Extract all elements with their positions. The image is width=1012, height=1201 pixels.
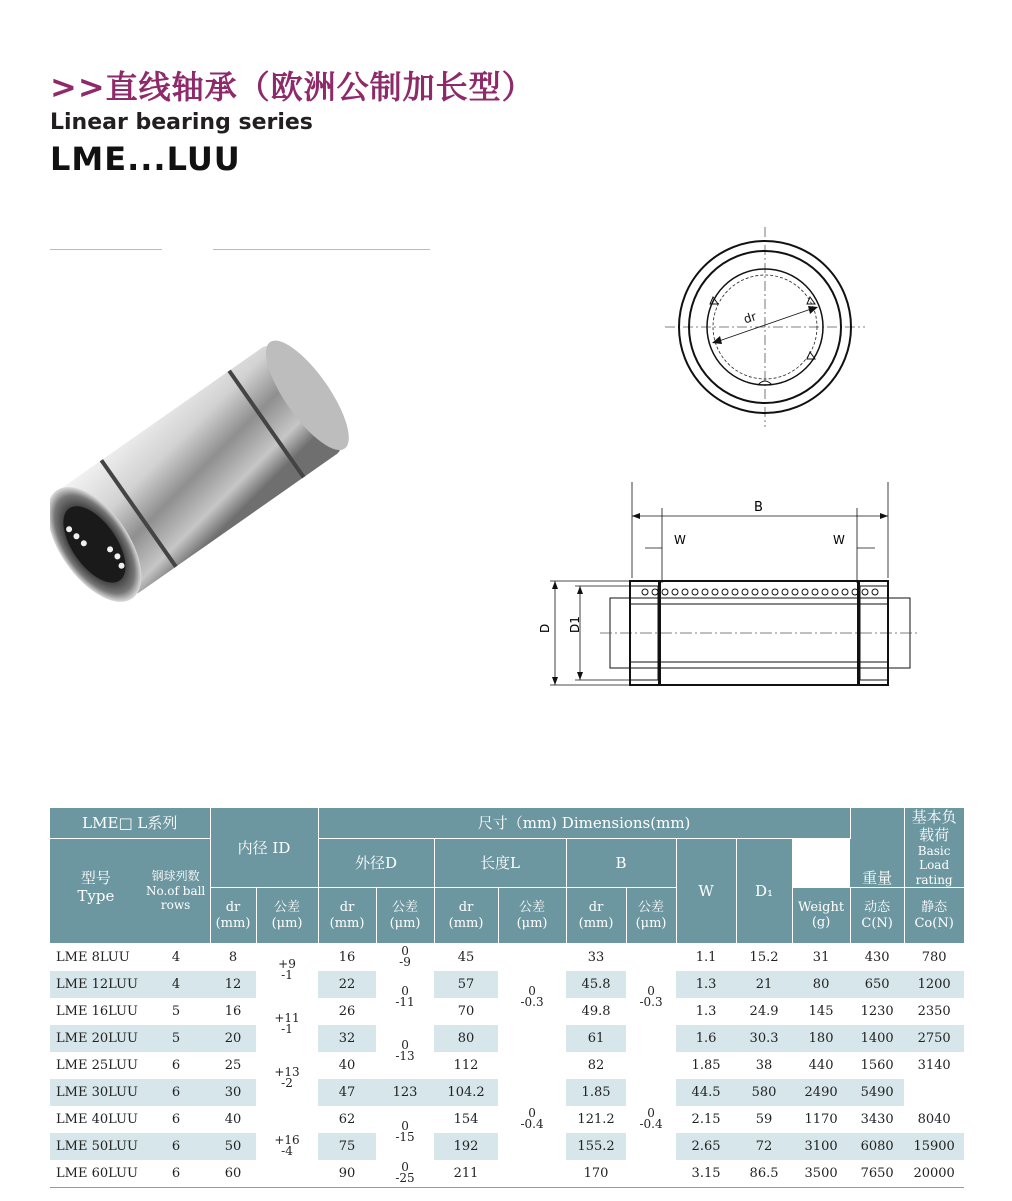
W-label-left: W xyxy=(674,533,686,547)
cell-D: 75 xyxy=(318,1133,376,1160)
cell-weight: 1170 xyxy=(804,1112,838,1128)
cell-D: 16 xyxy=(338,950,356,966)
page-subtitle-en: Linear bearing series xyxy=(50,110,313,135)
cell-type: LME 60LUU xyxy=(56,1166,138,1182)
cell-D: 26 xyxy=(338,1004,356,1020)
cell-weight: 180 xyxy=(792,1025,850,1052)
header-type-en: Type xyxy=(77,887,115,906)
cell-Co: 2350 xyxy=(917,1004,951,1020)
cell-dr: 8 xyxy=(228,950,238,966)
cell-dr: 60 xyxy=(224,1166,242,1182)
header-series: LME□ L系列 xyxy=(50,808,210,838)
cell-D1: 44.5 xyxy=(676,1079,736,1106)
cell-C: 1400 xyxy=(850,1025,904,1052)
cell-L: 211 xyxy=(453,1166,479,1182)
header-D1: D₁ xyxy=(736,838,792,944)
cell-D1: 24.9 xyxy=(749,1004,779,1020)
cell-od-tol: 0 -15 xyxy=(395,1119,415,1145)
cell-C: 6080 xyxy=(850,1133,904,1160)
cell-B: 82 xyxy=(587,1058,605,1074)
cell-D1: 86.5 xyxy=(749,1166,779,1182)
cell-weight: 145 xyxy=(808,1004,834,1020)
cell-od-tol: 0 -9 xyxy=(399,943,411,969)
cell-B: 155.2 xyxy=(566,1133,626,1160)
header-B-tol: 公差 xyxy=(638,900,665,916)
cell-L: 57 xyxy=(434,971,498,998)
cell-id-tol: +9 -1 xyxy=(278,957,296,983)
cell-B: 45.8 xyxy=(566,971,626,998)
cell-C: 1560 xyxy=(860,1058,894,1074)
header-od-mm: (mm) xyxy=(329,915,365,931)
cell-weight: 580 xyxy=(736,1079,792,1106)
cell-len-tol: 0 -0.4 xyxy=(520,1105,544,1131)
header-dr-tol: 公差 xyxy=(274,900,301,916)
D-label: D xyxy=(538,623,552,633)
cell-od-tol: 0 -11 xyxy=(395,984,415,1010)
cell-balls: 6 xyxy=(171,1058,181,1074)
header-od: 外径D xyxy=(318,838,434,888)
cell-W: 3.15 xyxy=(691,1166,721,1182)
cell-C: 7650 xyxy=(860,1166,894,1182)
cell-W: 1.3 xyxy=(695,1004,717,1020)
header-od-dr: dr xyxy=(339,900,355,916)
header-dr-um: (μm) xyxy=(271,915,303,931)
header-dynamic: 动态 xyxy=(864,900,891,916)
W-label-right: W xyxy=(833,533,845,547)
cell-balls: 6 xyxy=(171,1166,181,1182)
header-len-dr: dr xyxy=(458,900,474,916)
cell-D1: 38 xyxy=(755,1058,773,1074)
table-row xyxy=(50,944,964,972)
cell-balls: 4 xyxy=(142,971,210,998)
bearing-photo xyxy=(50,330,360,605)
cell-B: 121.2 xyxy=(577,1112,615,1128)
page-title-cn: >>直线轴承（欧洲公制加长型） xyxy=(50,68,535,106)
cell-Co: 15900 xyxy=(904,1133,964,1160)
cell-balls: 5 xyxy=(171,1004,181,1020)
cell-W: 1.6 xyxy=(676,1025,736,1052)
cell-type: LME 50LUU xyxy=(50,1133,142,1160)
cell-dr: 25 xyxy=(224,1058,242,1074)
cell-D: 47 xyxy=(318,1079,376,1106)
header-weight-en: Weight xyxy=(798,899,845,915)
cell-b-tol: 0 -0.3 xyxy=(639,984,663,1010)
cell-B: 170 xyxy=(583,1166,609,1182)
header-length: 长度L xyxy=(434,838,566,888)
cell-W: 1.85 xyxy=(566,1079,626,1106)
header-W: W xyxy=(676,838,736,944)
divider-right xyxy=(213,249,430,250)
header-len-tol: 公差 xyxy=(519,900,546,916)
cell-dr: 16 xyxy=(224,1004,242,1020)
end-view-diagram xyxy=(660,222,870,432)
cell-weight: 31 xyxy=(812,950,830,966)
header-dimensions: 尺寸（mm) Dimensions(mm) xyxy=(318,808,850,838)
cell-Co: 1200 xyxy=(904,971,964,998)
D1-label: D1 xyxy=(568,616,582,633)
cell-L: 154 xyxy=(453,1112,479,1128)
table-row xyxy=(50,1052,964,1079)
header-B-dr: dr xyxy=(588,900,604,916)
header-B-mm: (mm) xyxy=(578,915,614,931)
side-view-diagram xyxy=(520,478,920,693)
cell-L: 112 xyxy=(453,1058,479,1074)
cell-od-tol: 0 -25 xyxy=(395,1159,415,1185)
cell-W: 2.65 xyxy=(676,1133,736,1160)
cell-type: LME 20LUU xyxy=(50,1025,142,1052)
cell-Co: 3140 xyxy=(917,1058,951,1074)
cell-Co: 2750 xyxy=(904,1025,964,1052)
cell-balls: 6 xyxy=(142,1133,210,1160)
header-static: 静态 xyxy=(921,900,948,916)
header-dr-mm: (mm) xyxy=(215,915,251,931)
cell-type: LME 8LUU xyxy=(56,950,130,966)
cell-D1: 72 xyxy=(736,1133,792,1160)
cell-W: 2.15 xyxy=(691,1112,721,1128)
cell-Co: 8040 xyxy=(917,1112,951,1128)
cell-balls: 6 xyxy=(171,1112,181,1128)
header-static-unit: Co(N) xyxy=(914,915,954,931)
cell-dr: 20 xyxy=(210,1025,256,1052)
header-dr: dr xyxy=(225,900,241,916)
cell-C: 430 xyxy=(864,950,890,966)
cell-id-tol: +11 -1 xyxy=(274,1011,300,1037)
cell-B: 33 xyxy=(587,950,605,966)
cell-B: 49.8 xyxy=(581,1004,611,1020)
header-id: 内径 ID xyxy=(210,808,318,888)
cell-C: 2490 xyxy=(792,1079,850,1106)
header-len-mm: (mm) xyxy=(448,915,484,931)
cell-weight: 3500 xyxy=(804,1166,838,1182)
header-B-um: (μm) xyxy=(635,915,667,931)
header-weight-unit: (g) xyxy=(811,915,831,931)
header-load-en: Basic Load rating xyxy=(915,844,953,887)
header-od-tol: 公差 xyxy=(392,900,419,916)
cell-type: LME 25LUU xyxy=(56,1058,138,1074)
cell-Co: 20000 xyxy=(913,1166,955,1182)
cell-weight: 440 xyxy=(808,1058,834,1074)
cell-dr: 12 xyxy=(210,971,256,998)
cell-weight: 3100 xyxy=(792,1133,850,1160)
cell-L: 70 xyxy=(457,1004,475,1020)
header-len-um: (μm) xyxy=(516,915,548,931)
cell-L: 192 xyxy=(434,1133,498,1160)
cell-D1: 59 xyxy=(755,1112,773,1128)
header-type-cn: 型号 xyxy=(80,869,111,888)
cell-L: 123 xyxy=(376,1079,434,1106)
header-load-cn: 基本负载荷 xyxy=(911,808,957,844)
spec-table xyxy=(50,808,965,1188)
cell-L: 45 xyxy=(457,950,475,966)
cell-L: 80 xyxy=(434,1025,498,1052)
B-label: B xyxy=(754,500,763,515)
cell-dr: 40 xyxy=(224,1112,242,1128)
header-B: B xyxy=(566,838,676,888)
cell-type: LME 16LUU xyxy=(56,1004,138,1020)
cell-W: 1.85 xyxy=(691,1058,721,1074)
cell-C: 650 xyxy=(850,971,904,998)
cell-b-tol: 0 -0.4 xyxy=(639,1105,663,1131)
header-rows-en: No.of ball rows xyxy=(145,883,206,913)
cell-dr: 50 xyxy=(210,1133,256,1160)
cell-balls: 6 xyxy=(142,1079,210,1106)
header-od-um: (μm) xyxy=(389,915,421,931)
cell-len-tol: 0 -0.3 xyxy=(520,984,544,1010)
header-rows-cn: 钢球列数 xyxy=(151,869,200,884)
cell-D: 32 xyxy=(318,1025,376,1052)
header-weight-cn: 重量 xyxy=(862,869,893,888)
cell-D: 90 xyxy=(338,1166,356,1182)
cell-Co: 780 xyxy=(921,950,947,966)
cell-D1: 30.3 xyxy=(736,1025,792,1052)
cell-Co: 5490 xyxy=(850,1079,904,1106)
cell-type: LME 30LUU xyxy=(50,1079,142,1106)
cell-D: 62 xyxy=(338,1112,356,1128)
cell-W: 1.1 xyxy=(695,950,717,966)
cell-od-tol: 0 -13 xyxy=(395,1038,415,1064)
cell-id-tol: +13 -2 xyxy=(274,1065,300,1091)
cell-balls: 5 xyxy=(142,1025,210,1052)
cell-id-tol: +16 -4 xyxy=(274,1132,300,1158)
cell-weight: 80 xyxy=(792,971,850,998)
cell-B: 61 xyxy=(566,1025,626,1052)
divider-left xyxy=(50,249,162,250)
model-title: LME...LUU xyxy=(50,140,241,178)
cell-D1: 21 xyxy=(736,971,792,998)
cell-B: 104.2 xyxy=(434,1079,498,1106)
cell-C: 1230 xyxy=(860,1004,894,1020)
cell-dr: 30 xyxy=(210,1079,256,1106)
cell-balls: 4 xyxy=(171,950,181,966)
dr-label: dr xyxy=(741,309,759,327)
header-dynamic-unit: C(N) xyxy=(861,915,893,931)
cell-D: 22 xyxy=(318,971,376,998)
cell-D1: 15.2 xyxy=(749,950,779,966)
cell-D: 40 xyxy=(338,1058,356,1074)
cell-W: 1.3 xyxy=(676,971,736,998)
cell-C: 3430 xyxy=(860,1112,894,1128)
cell-type: LME 12LUU xyxy=(50,971,142,998)
cell-type: LME 40LUU xyxy=(56,1112,138,1128)
